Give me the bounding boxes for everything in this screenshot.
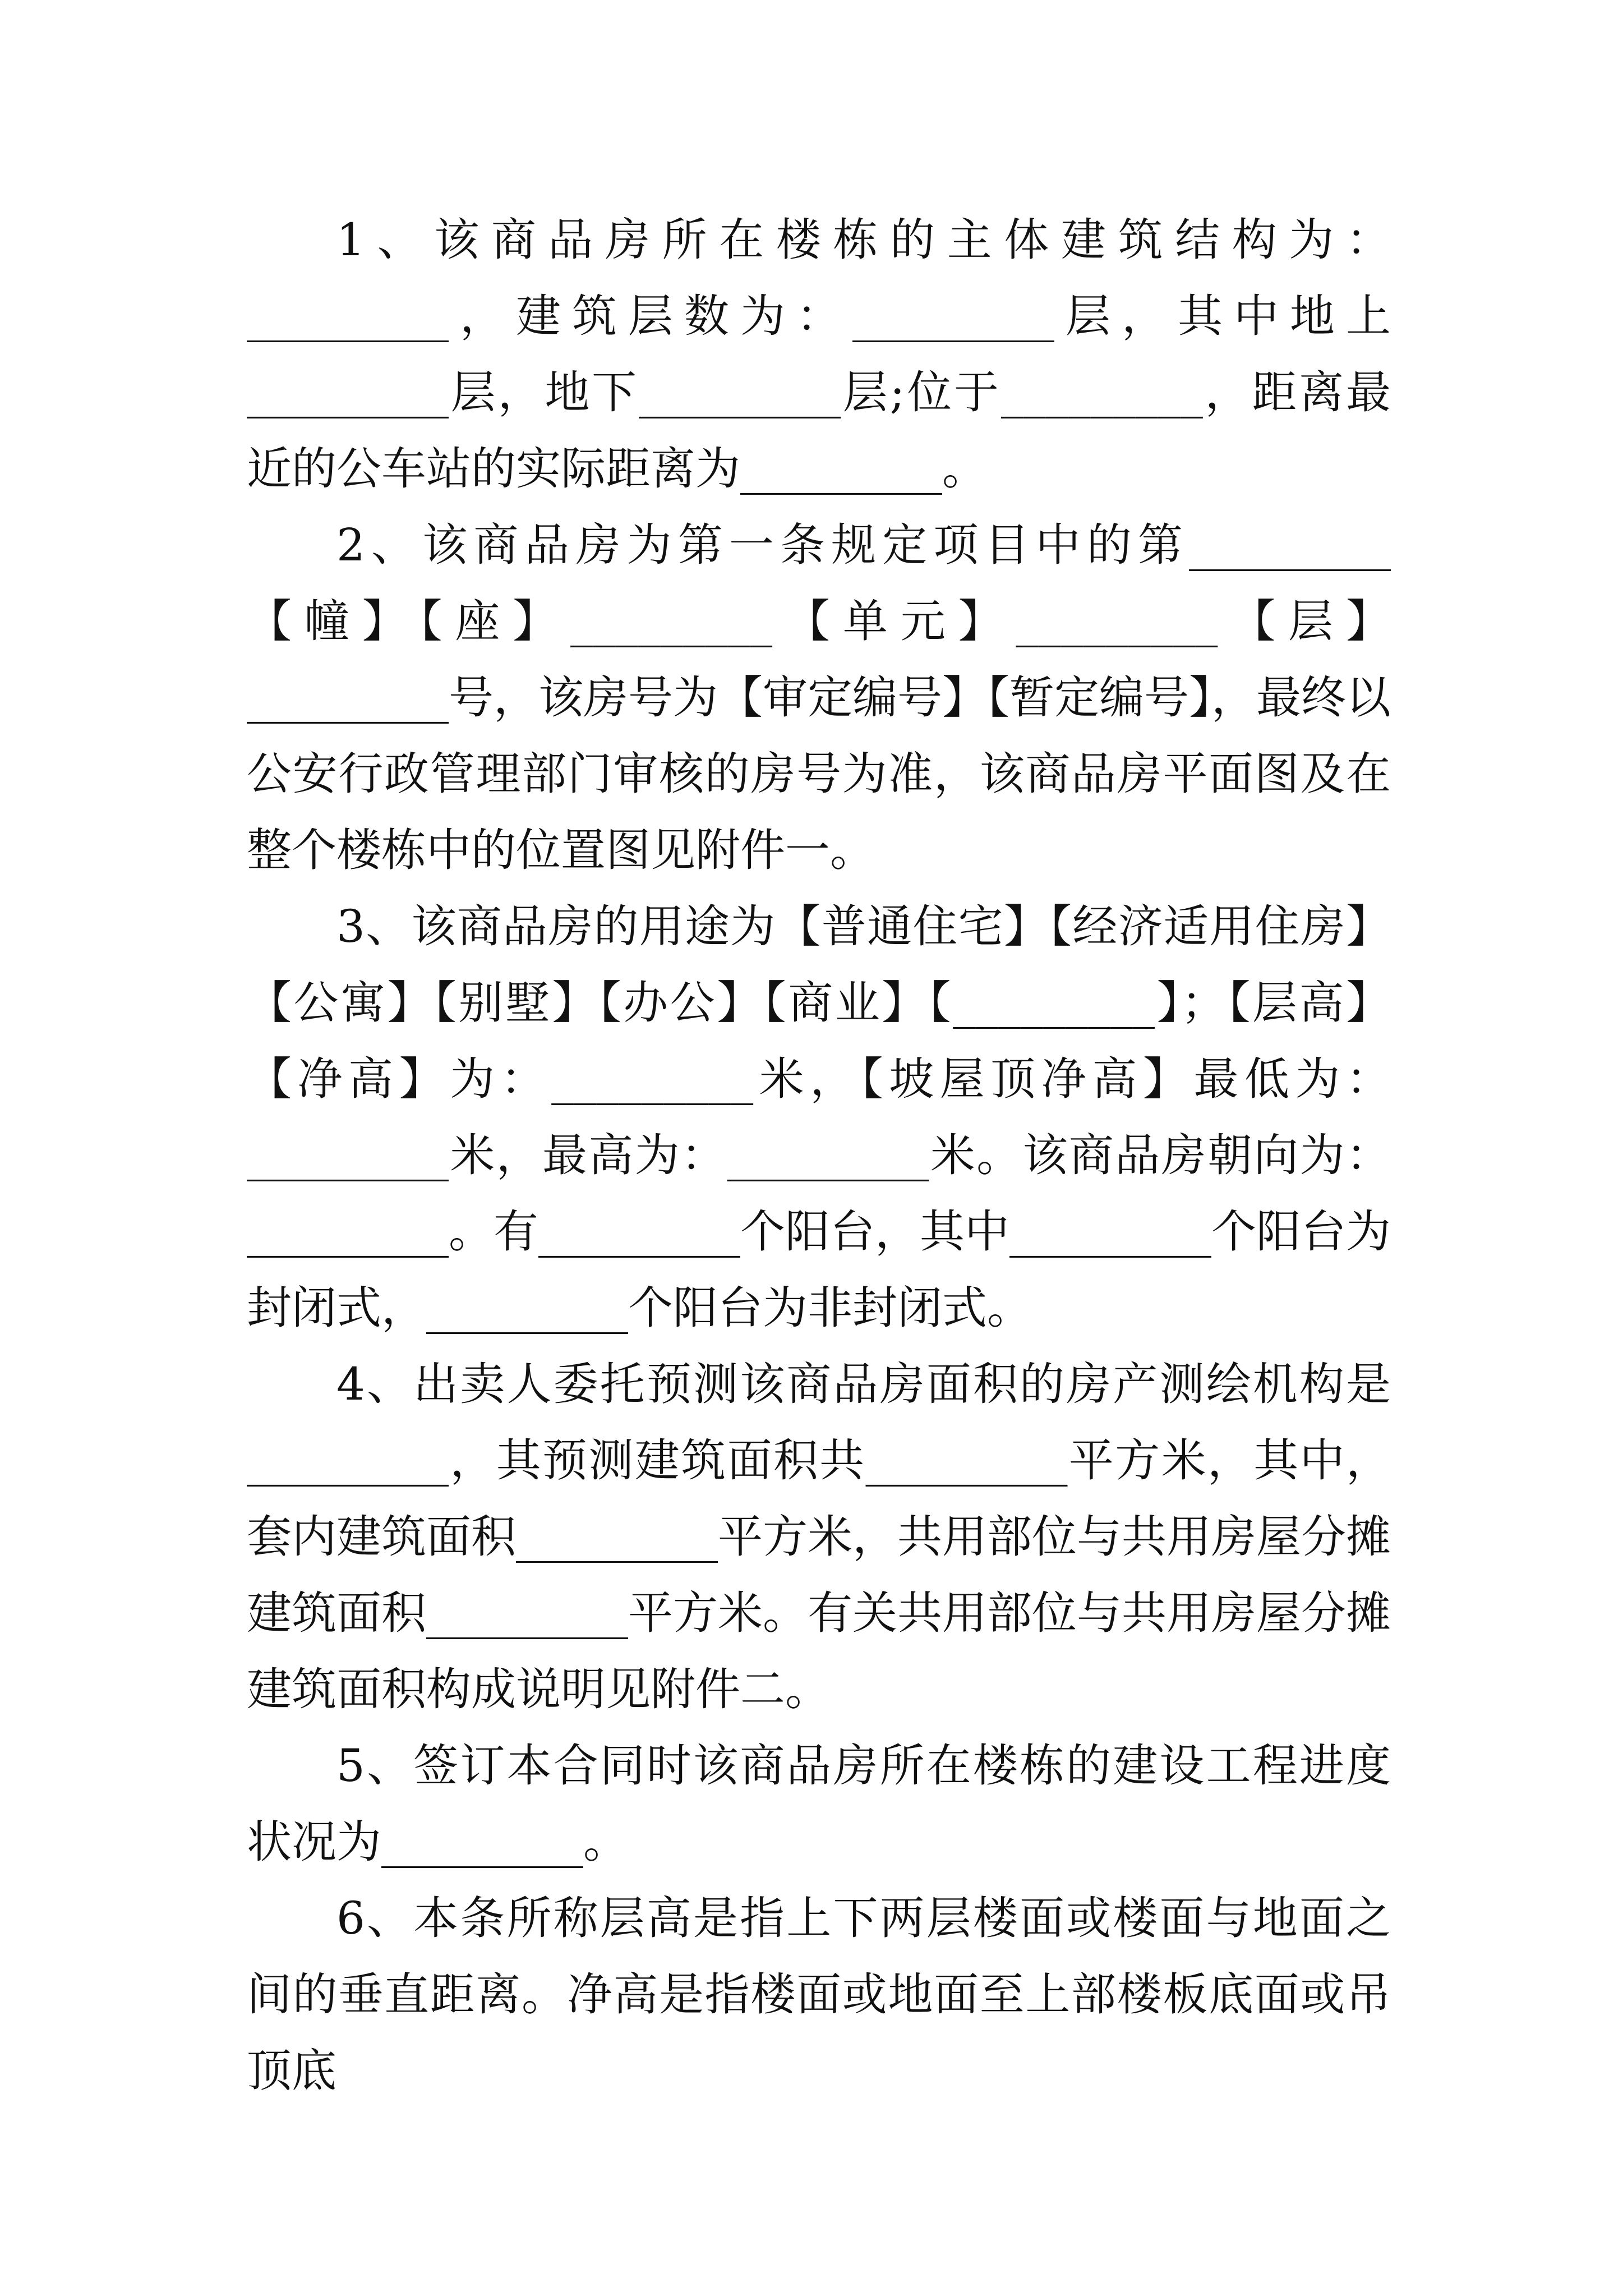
document-page (247, 202, 1391, 2109)
paragraph-4: 4、出卖人委托预测该商品房面积的房产测绘机构是_________，其预测建筑面积共_________平方米，其中，套内建筑面积_________平方米，共用部位与共用房屋分摊建筑面积_________平方米。有关共用部位与共用房屋分摊建筑面积构成说明见附件二。 (247, 1358, 1391, 1715)
paragraph-1: 1、该商品房所在楼栋的主体建筑结构为：_________，建筑层数为：_________层，其中地上_________层，地下_________层;位于_________，距离最近的公车站的实际距离为_________。 (247, 214, 1391, 495)
paragraph-6: 6、本条所称层高是指上下两层楼面或楼面与地面之间的垂直距离。净高是指楼面或地面至上部楼板底面或吊顶底 (247, 1892, 1391, 2097)
paragraph-5: 5、签订本合同时该商品房所在楼栋的建设工程进度状况为_________。 (247, 1740, 1391, 1868)
paragraph-2: 2、该商品房为第一条规定项目中的第_________【幢】【座】_________【单元】_________【层】_________号，该房号为【审定编号】【暂定编号】，最终以公安行政管理部门审核的房号为准，该商品房平面图及在整个楼栋中的位置图见附件一。 (247, 519, 1391, 876)
paragraph-3: 3、该商品房的用途为【普通住宅】【经济适用住房】【公寓】【别墅】【办公】【商业】【_________】；【层高】【净高】为：_________米，【坡屋顶净高】最低为：_________米，最高为：_________米。该商品房朝向为：_________。有_________个阳台，其中_________个阳台为封闭式，_________个阳台为非封闭式。 (247, 900, 1391, 1334)
